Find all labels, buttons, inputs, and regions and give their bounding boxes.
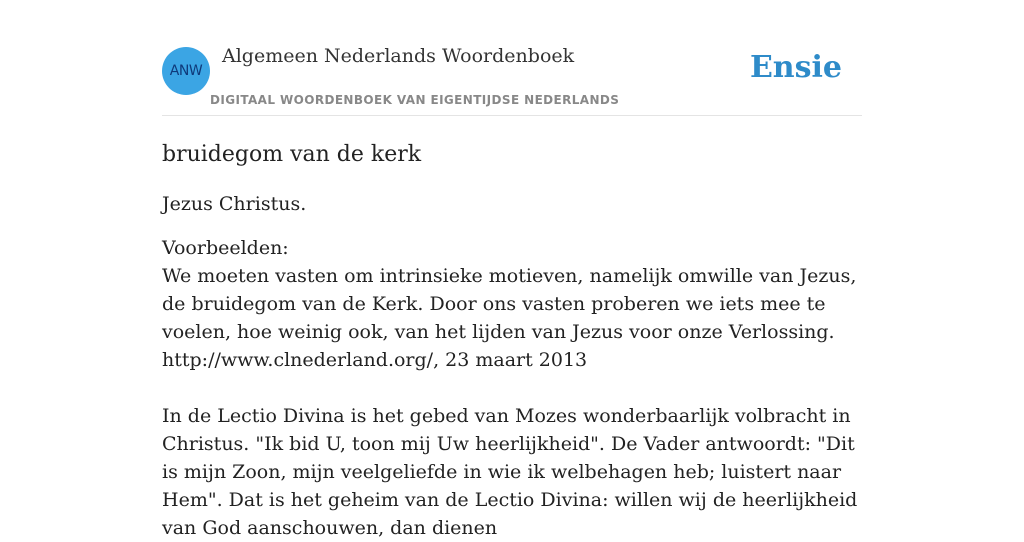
entry-title: bruidegom van de kerk: [162, 142, 422, 167]
examples-section: [162, 234, 862, 542]
example-text: In de Lectio Divina is het gebed van Mozes wonderbaarlijk volbracht in Christus. "Ik bid U, toon mij Uw heerlijkheid". De Vader antwoordt: "Dit is mijn Zoon, mijn veelgeliefde in wie ik welbehagen heb; luistert naar Hem". Dat is het geheim van de Lectio Divina: willen wij de heerlijkheid van God aanschouwen, dan dienen: [162, 405, 858, 539]
example-spacer: [162, 374, 862, 402]
anw-logo[interactable]: [162, 47, 210, 95]
example-source: http://www.clnederland.org/, 23 maart 2013: [162, 349, 588, 371]
entry-content: [162, 138, 862, 542]
examples-label: Voorbeelden:: [162, 237, 289, 259]
site-subtitle: DIGITAAL WOORDENBOEK VAN EIGENTIJDSE NEDERLANDS: [210, 93, 620, 107]
logo-text: ANW: [169, 63, 203, 79]
ensie-brand-logo[interactable]: Ensie: [749, 50, 842, 85]
site-header: [162, 0, 862, 116]
example-text: We moeten vasten om intrinsieke motieven, namelijk omwille van Jezus, de bruidegom van de Kerk. Door ons vasten proberen we iets mee te voelen, hoe weinig ook, van het lijden van Jezus voor onze Verlossing.: [162, 265, 857, 343]
entry-definition: Jezus Christus.: [162, 193, 307, 215]
site-title[interactable]: Algemeen Nederlands Woordenboek: [222, 45, 575, 67]
